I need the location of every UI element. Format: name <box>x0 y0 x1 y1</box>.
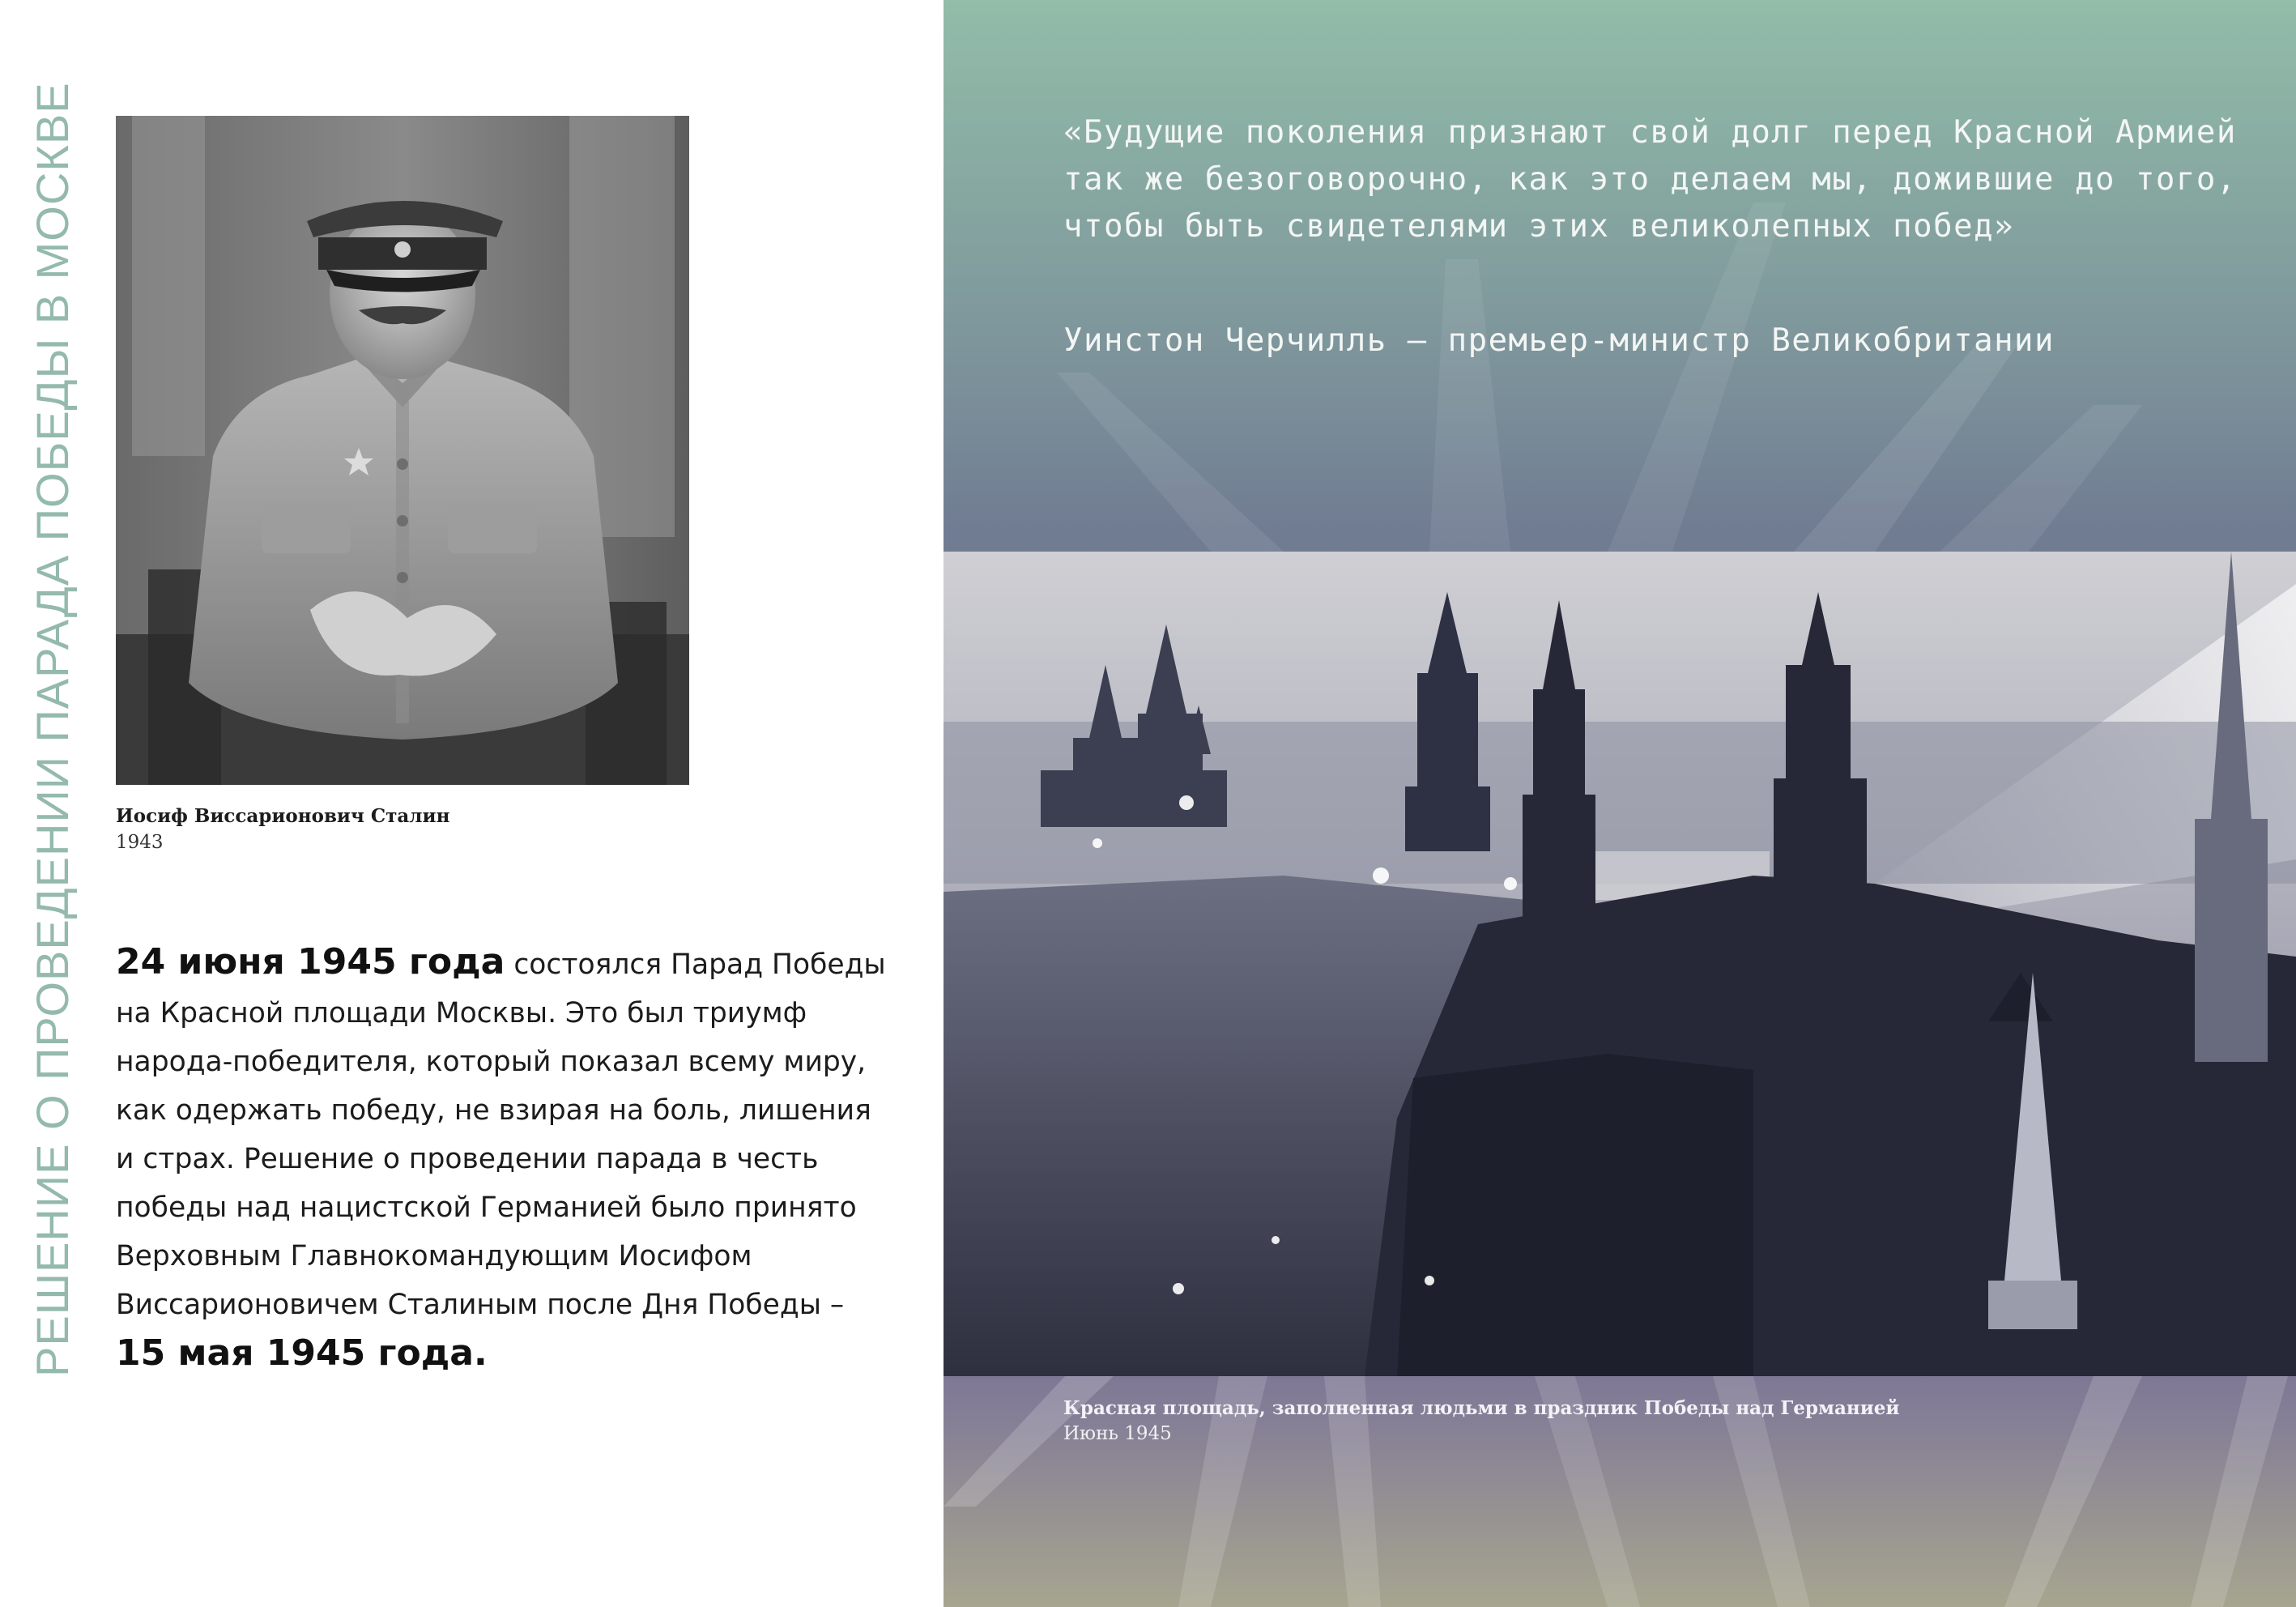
left-page <box>0 0 944 1607</box>
stalin-portrait <box>116 116 689 785</box>
portrait-caption <box>116 805 449 853</box>
vertical-title: РЕШЕНИЕ О ПРОВЕДЕНИИ ПАРАДА ПОБЕДЫ В МОСКВЕ <box>27 82 78 1377</box>
photo-caption-date: Июнь 1945 <box>1063 1423 1172 1444</box>
right-page <box>944 0 2296 1607</box>
body-paragraph <box>116 938 893 1380</box>
body-end-date: 15 мая 1945 года. <box>116 1332 488 1374</box>
portrait-caption-year: 1943 <box>116 832 164 853</box>
body-text: состоялся Парад Победы на Красной площади Москвы. Это был триумф народа-победителя, который показал всему миру, как одержать победу, не взирая на боль, лишения и страх. Решение о проведении парада в честь победы над нацистской Германией было принято Верховным Главнокомандующим Иосифом Виссарионовичем Сталиным после Дня Победы – <box>116 948 886 1321</box>
churchill-quote: «Будущие поколения признают свой долг перед Красной Армией так же безоговорочно, как это делаем мы, дожившие до того, чтобы быть свидетелями этих великолепных побед» <box>1063 114 2237 245</box>
quote-author: Уинстон Черчилль – премьер-министр Великобритании <box>1063 322 2055 359</box>
body-lead-date: 24 июня 1945 года <box>116 941 505 983</box>
red-square-photo <box>944 552 2296 1376</box>
photo-caption-title: Красная площадь, заполненная людьми в праздник Победы над Германией <box>1063 1397 1900 1419</box>
photo-caption <box>1063 1397 1899 1444</box>
portrait-caption-name: Иосиф Виссарионович Сталин <box>116 805 450 827</box>
